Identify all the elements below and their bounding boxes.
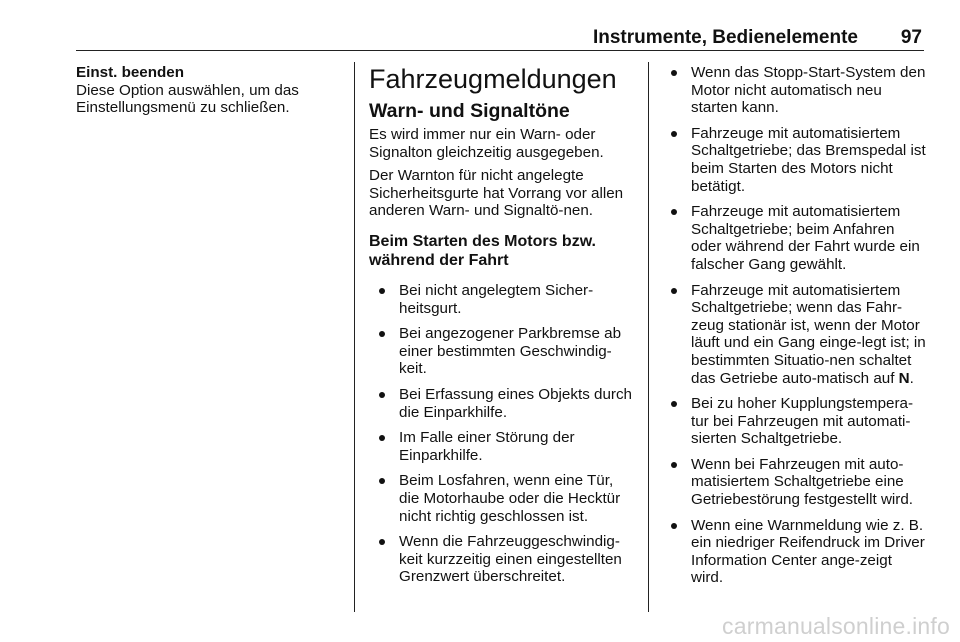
gear-bullet-text: Fahrzeuge mit automatisiertem Schaltgetriebe; wenn das Fahr-zeug stationär ist, wenn der Motor läuft und ein Gang einge-legt ist; in bestimmten Situatio-nen schaltet das Getriebe auto-matisch auf bbox=[691, 281, 926, 387]
paragraph-1: Es wird immer nur ein Warn- oder Signalton gleichzeitig ausgegeben. bbox=[369, 126, 604, 161]
left-column bbox=[76, 64, 341, 123]
gear-suffix: . bbox=[909, 369, 914, 387]
section-text: Diese Option auswählen, um das Einstellungsmenü zu schließen. bbox=[76, 81, 299, 117]
page-header bbox=[76, 20, 924, 51]
gear-letter: N bbox=[898, 369, 910, 387]
page-title: Instrumente, Bedienelemente bbox=[592, 27, 858, 48]
list-item: Bei nicht angelegtem Sicher-heitsgurt. bbox=[369, 282, 637, 317]
section-subtitle: Warn- und Signaltöne bbox=[369, 100, 570, 122]
list-item: Bei zu hoher Kupplungstempera-tur bei Fahrzeugen mit automati-sierten Schaltgetriebe. bbox=[663, 395, 927, 448]
list-item: Wenn das Stopp-Start-System den Motor nicht automatisch neu starten kann. bbox=[663, 64, 927, 117]
list-item: Wenn eine Warnmeldung wie z. B. ein niedriger Reifendruck im Driver Information Center ange-zeigt wird. bbox=[663, 517, 927, 587]
bullet-list-right bbox=[663, 64, 927, 587]
bullet-list-middle bbox=[369, 282, 637, 586]
list-item: Fahrzeuge mit automatisiertem Schaltgetriebe; das Bremspedal ist beim Starten des Motors nicht betätigt. bbox=[663, 125, 927, 195]
list-item: Wenn die Fahrzeuggeschwindig-keit kurzzeitig einen eingestellten Grenzwert überschreitet. bbox=[369, 533, 637, 586]
section-heading-einst-beenden: Einst. beenden bbox=[76, 64, 185, 81]
paragraph-2: Der Warnton für nicht angelegte Sicherheitsgurte hat Vorrang vor allen anderen Warn- und Signaltö-nen. bbox=[369, 167, 624, 220]
watermark: carmanualsonline.info bbox=[722, 613, 950, 639]
column-divider-left bbox=[354, 62, 355, 612]
list-item: Beim Losfahren, wenn eine Tür, die Motorhaube oder die Hecktür nicht richtig geschlossen ist. bbox=[369, 472, 637, 525]
list-item: Bei Erfassung eines Objekts durch die Einparkhilfe. bbox=[369, 386, 637, 421]
list-item-gear bbox=[663, 282, 927, 388]
subheading: Beim Starten des Motors bzw. während der Fahrt bbox=[369, 232, 596, 269]
list-item: Im Falle einer Störung der Einparkhilfe. bbox=[369, 429, 637, 464]
list-item: Bei angezogener Parkbremse ab einer bestimmten Geschwindig-keit. bbox=[369, 325, 637, 378]
list-item: Wenn bei Fahrzeugen mit auto-matisiertem Schaltgetriebe eine Getriebestörung festgestellt wird. bbox=[663, 456, 927, 509]
column-divider-right bbox=[648, 62, 649, 612]
middle-column bbox=[369, 64, 637, 594]
chapter-title: Fahrzeugmeldungen bbox=[369, 64, 617, 94]
list-item: Fahrzeuge mit automatisiertem Schaltgetriebe; beim Anfahren oder während der Fahrt wurde ein falscher Gang gewählt. bbox=[663, 203, 927, 273]
page-number: 97 bbox=[900, 27, 922, 48]
right-column bbox=[663, 64, 927, 595]
